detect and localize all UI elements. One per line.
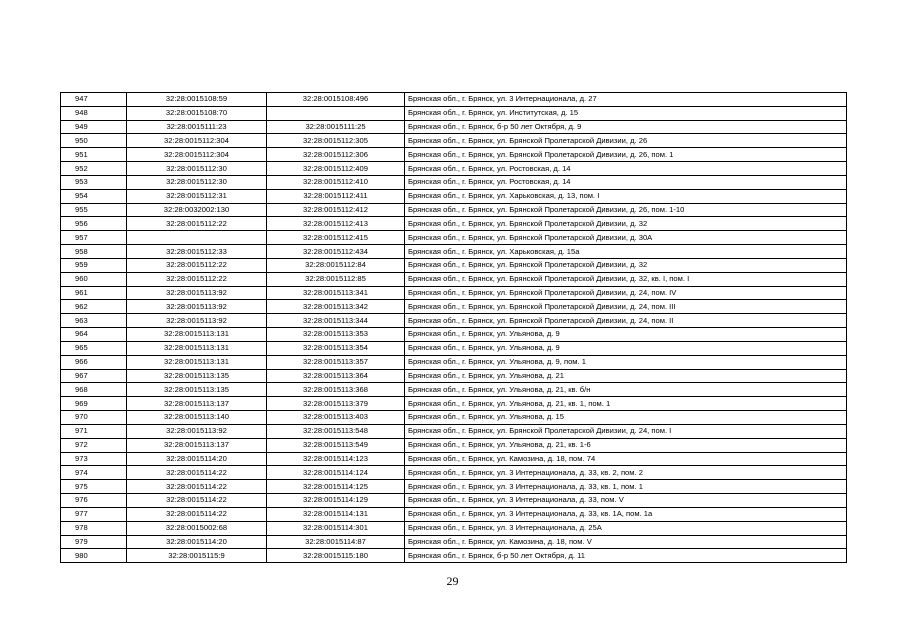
table-row: [61, 217, 847, 231]
table-body: [61, 93, 847, 563]
row-number-cell: 971: [61, 424, 127, 438]
row-number-cell: 966: [61, 355, 127, 369]
row-number-cell: 967: [61, 369, 127, 383]
table-row: [61, 106, 847, 120]
cadastral-number-cell: 32:28:0015112:305: [267, 134, 405, 148]
table-row: [61, 383, 847, 397]
row-number-cell: 956: [61, 217, 127, 231]
address-cell: Брянская обл., г. Брянск, ул. 3 Интернационала, д. 33, кв. 1, пом. 1: [405, 480, 847, 494]
parent-cadastral-number-cell: 32:28:0015115:9: [127, 549, 267, 563]
table-row: [61, 93, 847, 107]
cadastral-number-cell: 32:28:0015115:180: [267, 549, 405, 563]
address-cell: Брянская обл., г. Брянск, ул. Брянской Пролетарской Дивизии, д. 32: [405, 258, 847, 272]
parent-cadastral-number-cell: 32:28:0015112:33: [127, 245, 267, 259]
parent-cadastral-number-cell: 32:28:0015002:68: [127, 521, 267, 535]
row-number-cell: 972: [61, 438, 127, 452]
cadastral-number-cell: 32:28:0015112:306: [267, 148, 405, 162]
table-row: [61, 438, 847, 452]
cadastral-number-cell: 32:28:0015113:368: [267, 383, 405, 397]
table-row: [61, 300, 847, 314]
table-row: [61, 424, 847, 438]
cadastral-number-cell: 32:28:0015114:87: [267, 535, 405, 549]
table-row: [61, 272, 847, 286]
address-cell: Брянская обл., г. Брянск, ул. Харьковская, д. 15а: [405, 245, 847, 259]
cadastral-number-cell: 32:28:0015113:344: [267, 314, 405, 328]
parent-cadastral-number-cell: 32:28:0015108:59: [127, 93, 267, 107]
table-row: [61, 231, 847, 245]
cadastral-number-cell: 32:28:0015112:415: [267, 231, 405, 245]
address-cell: Брянская обл., г. Брянск, ул. Камозина, д. 18, пом. 74: [405, 452, 847, 466]
row-number-cell: 959: [61, 258, 127, 272]
address-cell: Брянская обл., г. Брянск, ул. Ульянова, д. 9: [405, 341, 847, 355]
cadastral-number-cell: 32:28:0015112:411: [267, 189, 405, 203]
address-cell: Брянская обл., г. Брянск, ул. Ульянова, д. 9: [405, 328, 847, 342]
cadastral-number-cell: 32:28:0015113:403: [267, 411, 405, 425]
row-number-cell: 962: [61, 300, 127, 314]
table-row: [61, 549, 847, 563]
parent-cadastral-number-cell: 32:28:0015112:31: [127, 189, 267, 203]
table-row: [61, 286, 847, 300]
cadastral-number-cell: 32:28:0015113:548: [267, 424, 405, 438]
table-row: [61, 355, 847, 369]
parent-cadastral-number-cell: 32:28:0015114:22: [127, 507, 267, 521]
address-cell: Брянская обл., г. Брянск, ул. Брянской Пролетарской Дивизии, д. 26, пом. 1-10: [405, 203, 847, 217]
table-row: [61, 494, 847, 508]
cadastral-number-cell: 32:28:0015114:123: [267, 452, 405, 466]
row-number-cell: 949: [61, 120, 127, 134]
address-cell: Брянская обл., г. Брянск, ул. Брянской Пролетарской Дивизии, д. 24, пом. IV: [405, 286, 847, 300]
table-row: [61, 507, 847, 521]
table-row: [61, 120, 847, 134]
table-row: [61, 466, 847, 480]
cadastral-number-cell: 32:28:0015112:85: [267, 272, 405, 286]
row-number-cell: 974: [61, 466, 127, 480]
cadastral-number-cell: 32:28:0015113:357: [267, 355, 405, 369]
table-row: [61, 397, 847, 411]
address-cell: Брянская обл., г. Брянск, ул. 3 Интернационала, д. 33, кв. 1А, пом. 1а: [405, 507, 847, 521]
table-row: [61, 189, 847, 203]
table-row: [61, 341, 847, 355]
row-number-cell: 958: [61, 245, 127, 259]
address-cell: Брянская обл., г. Брянск, ул. 3 Интернационала, д. 27: [405, 93, 847, 107]
page-number: 29: [446, 574, 459, 588]
address-cell: Брянская обл., г. Брянск, ул. Ульянова, д. 15: [405, 411, 847, 425]
cadastral-number-cell: 32:28:0015112:409: [267, 162, 405, 176]
address-cell: Брянская обл., г. Брянск, ул. Харьковская, д. 13, пом. I: [405, 189, 847, 203]
row-number-cell: 955: [61, 203, 127, 217]
cadastral-number-cell: 32:28:0015114:131: [267, 507, 405, 521]
cadastral-number-cell: 32:28:0015113:354: [267, 341, 405, 355]
address-cell: Брянская обл., г. Брянск, ул. 3 Интернационала, д. 33, пом. V: [405, 494, 847, 508]
cadastral-number-cell: [267, 106, 405, 120]
parent-cadastral-number-cell: 32:28:0015113:131: [127, 341, 267, 355]
parent-cadastral-number-cell: 32:28:0015108:70: [127, 106, 267, 120]
parent-cadastral-number-cell: 32:28:0015114:22: [127, 494, 267, 508]
cadastral-number-cell: 32:28:0015113:379: [267, 397, 405, 411]
parent-cadastral-number-cell: 32:28:0015113:92: [127, 300, 267, 314]
table-row: [61, 411, 847, 425]
address-cell: Брянская обл., г. Брянск, ул. Брянской Пролетарской Дивизии, д. 26, пом. 1: [405, 148, 847, 162]
cadastral-table: [60, 92, 847, 563]
parent-cadastral-number-cell: 32:28:0015112:22: [127, 272, 267, 286]
cadastral-number-cell: 32:28:0015111:25: [267, 120, 405, 134]
row-number-cell: 952: [61, 162, 127, 176]
parent-cadastral-number-cell: 32:28:0015112:30: [127, 175, 267, 189]
table-row: [61, 480, 847, 494]
table-row: [61, 328, 847, 342]
row-number-cell: 969: [61, 397, 127, 411]
parent-cadastral-number-cell: 32:28:0015112:30: [127, 162, 267, 176]
row-number-cell: 957: [61, 231, 127, 245]
row-number-cell: 960: [61, 272, 127, 286]
address-cell: Брянская обл., г. Брянск, ул. Ульянова, д. 21, кв. б/н: [405, 383, 847, 397]
cadastral-number-cell: 32:28:0015114:301: [267, 521, 405, 535]
row-number-cell: 965: [61, 341, 127, 355]
address-cell: Брянская обл., г. Брянск, ул. Институтская, д. 15: [405, 106, 847, 120]
row-number-cell: 963: [61, 314, 127, 328]
parent-cadastral-number-cell: 32:28:0015113:137: [127, 438, 267, 452]
parent-cadastral-number-cell: 32:28:0015113:92: [127, 424, 267, 438]
table-row: [61, 369, 847, 383]
table-row: [61, 162, 847, 176]
parent-cadastral-number-cell: 32:28:0015112:304: [127, 148, 267, 162]
table-row: [61, 258, 847, 272]
address-cell: Брянская обл., г. Брянск, ул. 3 Интернационала, д. 33, кв. 2, пом. 2: [405, 466, 847, 480]
address-cell: Брянская обл., г. Брянск, ул. Ульянова, д. 21, кв. 1, пом. 1: [405, 397, 847, 411]
row-number-cell: 948: [61, 106, 127, 120]
cadastral-number-cell: 32:28:0015112:434: [267, 245, 405, 259]
table-row: [61, 175, 847, 189]
address-cell: Брянская обл., г. Брянск, ул. Ульянова, д. 21, кв. 1-6: [405, 438, 847, 452]
parent-cadastral-number-cell: 32:28:0015113:135: [127, 369, 267, 383]
row-number-cell: 975: [61, 480, 127, 494]
parent-cadastral-number-cell: 32:28:0015113:92: [127, 314, 267, 328]
parent-cadastral-number-cell: 32:28:0015111:23: [127, 120, 267, 134]
parent-cadastral-number-cell: 32:28:0015114:20: [127, 535, 267, 549]
parent-cadastral-number-cell: 32:28:0015114:22: [127, 466, 267, 480]
row-number-cell: 970: [61, 411, 127, 425]
parent-cadastral-number-cell: 32:28:0015112:22: [127, 258, 267, 272]
row-number-cell: 968: [61, 383, 127, 397]
parent-cadastral-number-cell: 32:28:0015113:92: [127, 286, 267, 300]
row-number-cell: 980: [61, 549, 127, 563]
row-number-cell: 973: [61, 452, 127, 466]
parent-cadastral-number-cell: 32:28:0015112:304: [127, 134, 267, 148]
cadastral-number-cell: 32:28:0015113:353: [267, 328, 405, 342]
address-cell: Брянская обл., г. Брянск, ул. Брянской Пролетарской Дивизии, д. 24, пом. I: [405, 424, 847, 438]
row-number-cell: 979: [61, 535, 127, 549]
table-row: [61, 134, 847, 148]
address-cell: Брянская обл., г. Брянск, ул. Ульянова, д. 9, пом. 1: [405, 355, 847, 369]
address-cell: Брянская обл., г. Брянск, ул. Ульянова, д. 21: [405, 369, 847, 383]
address-cell: Брянская обл., г. Брянск, б-р 50 лет Октября, д. 11: [405, 549, 847, 563]
parent-cadastral-number-cell: 32:28:0015112:22: [127, 217, 267, 231]
table-row: [61, 245, 847, 259]
table-row: [61, 452, 847, 466]
parent-cadastral-number-cell: 32:28:0015113:140: [127, 411, 267, 425]
cadastral-number-cell: 32:28:0015112:413: [267, 217, 405, 231]
table-row: [61, 203, 847, 217]
cadastral-number-cell: 32:28:0015114:125: [267, 480, 405, 494]
row-number-cell: 951: [61, 148, 127, 162]
cadastral-number-cell: 32:28:0015113:364: [267, 369, 405, 383]
address-cell: Брянская обл., г. Брянск, б-р 50 лет Октября, д. 9: [405, 120, 847, 134]
address-cell: Брянская обл., г. Брянск, ул. Брянской Пролетарской Дивизии, д. 32: [405, 217, 847, 231]
row-number-cell: 947: [61, 93, 127, 107]
row-number-cell: 961: [61, 286, 127, 300]
parent-cadastral-number-cell: 32:28:0015113:131: [127, 328, 267, 342]
address-cell: Брянская обл., г. Брянск, ул. Ростовская, д. 14: [405, 162, 847, 176]
parent-cadastral-number-cell: 32:28:0015113:131: [127, 355, 267, 369]
cadastral-number-cell: 32:28:0015112:412: [267, 203, 405, 217]
row-number-cell: 954: [61, 189, 127, 203]
table-row: [61, 314, 847, 328]
table-row: [61, 535, 847, 549]
address-cell: Брянская обл., г. Брянск, ул. Ростовская, д. 14: [405, 175, 847, 189]
row-number-cell: 976: [61, 494, 127, 508]
address-cell: Брянская обл., г. Брянск, ул. Камозина, д. 18, пом. V: [405, 535, 847, 549]
cadastral-number-cell: 32:28:0015113:341: [267, 286, 405, 300]
cadastral-number-cell: 32:28:0015112:410: [267, 175, 405, 189]
row-number-cell: 953: [61, 175, 127, 189]
parent-cadastral-number-cell: 32:28:0015113:135: [127, 383, 267, 397]
cadastral-number-cell: 32:28:0015108:496: [267, 93, 405, 107]
cadastral-number-cell: 32:28:0015114:129: [267, 494, 405, 508]
address-cell: Брянская обл., г. Брянск, ул. Брянской Пролетарской Дивизии, д. 24, пом. III: [405, 300, 847, 314]
address-cell: Брянская обл., г. Брянск, ул. 3 Интернационала, д. 25А: [405, 521, 847, 535]
parent-cadastral-number-cell: 32:28:0015114:22: [127, 480, 267, 494]
cadastral-number-cell: 32:28:0015113:549: [267, 438, 405, 452]
address-cell: Брянская обл., г. Брянск, ул. Брянской Пролетарской Дивизии, д. 30А: [405, 231, 847, 245]
parent-cadastral-number-cell: 32:28:0015113:137: [127, 397, 267, 411]
address-cell: Брянская обл., г. Брянск, ул. Брянской Пролетарской Дивизии, д. 32, кв. I, пом. I: [405, 272, 847, 286]
parent-cadastral-number-cell: 32:28:0032002:130: [127, 203, 267, 217]
row-number-cell: 978: [61, 521, 127, 535]
row-number-cell: 964: [61, 328, 127, 342]
cadastral-number-cell: 32:28:0015114:124: [267, 466, 405, 480]
table-row: [61, 148, 847, 162]
parent-cadastral-number-cell: [127, 231, 267, 245]
cadastral-number-cell: 32:28:0015112:84: [267, 258, 405, 272]
address-cell: Брянская обл., г. Брянск, ул. Брянской Пролетарской Дивизии, д. 24, пом. II: [405, 314, 847, 328]
row-number-cell: 950: [61, 134, 127, 148]
cadastral-number-cell: 32:28:0015113:342: [267, 300, 405, 314]
parent-cadastral-number-cell: 32:28:0015114:20: [127, 452, 267, 466]
row-number-cell: 977: [61, 507, 127, 521]
table-row: [61, 521, 847, 535]
address-cell: Брянская обл., г. Брянск, ул. Брянской Пролетарской Дивизии, д. 26: [405, 134, 847, 148]
